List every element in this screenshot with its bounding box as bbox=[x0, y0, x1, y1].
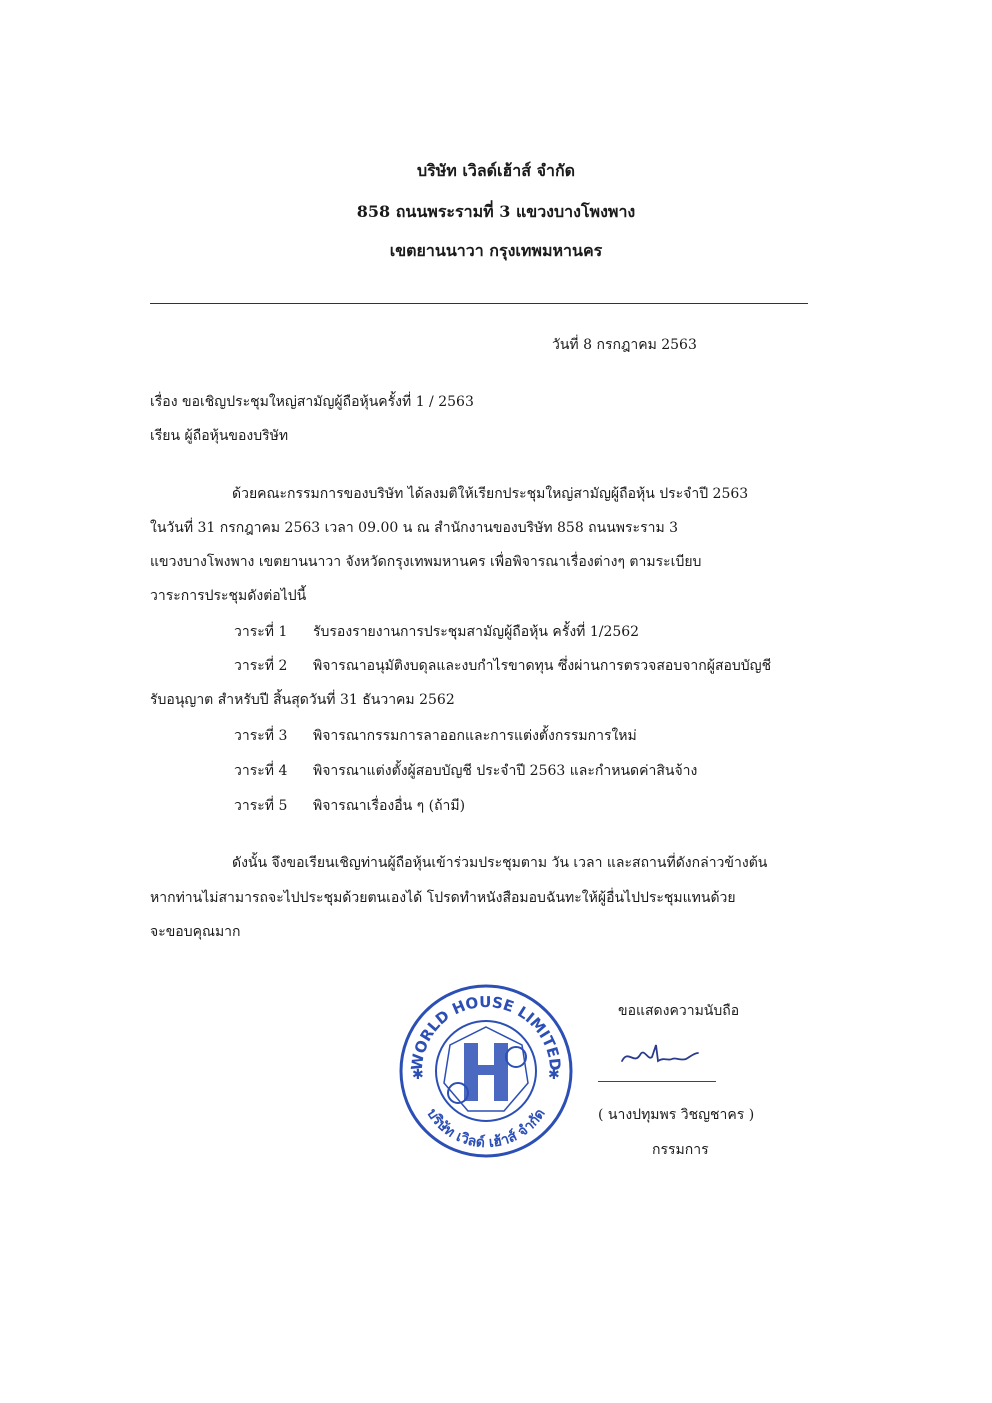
stamp-star-right-icon: ✱ bbox=[548, 1067, 560, 1083]
intro-line-1: ด้วยคณะกรรมการของบริษัท ได้ลงมติให้เรียกประชุมใหญ่สามัญผู้ถือหุ้น ประจำปี 2563 bbox=[232, 486, 749, 502]
closing-line-3: จะขอบคุณมาก bbox=[150, 924, 241, 940]
agenda-4-text: พิจารณาแต่งตั้งผู้สอบบัญชี ประจำปี 2563 และกำหนดค่าสินจ้าง bbox=[313, 763, 698, 779]
signatory-name: ( นางปทุมพร วิชญชาคร ) bbox=[598, 1107, 755, 1123]
agenda-1-text: รับรองรายงานการประชุมสามัญผู้ถือหุ้น ครั้งที่ 1/2562 bbox=[313, 624, 640, 640]
address-line-1: 858 ถนนพระรามที่ 3 แขวงบางโพงพาง bbox=[356, 202, 636, 221]
signature-line bbox=[598, 1081, 716, 1082]
letter-recipient: เรียน ผู้ถือหุ้นของบริษัท bbox=[150, 428, 289, 444]
stamp-logo-bridge bbox=[478, 1065, 494, 1075]
agenda-5-label: วาระที่ 5 bbox=[234, 798, 288, 814]
intro-line-3: แขวงบางโพงพาง เขตยานนาวา จังหวัดกรุงเทพมหานคร เพื่อพิจารณาเรื่องต่างๆ ตามระเบียบ bbox=[150, 554, 702, 570]
company-stamp bbox=[398, 983, 574, 1159]
agenda-2-text: พิจารณาอนุมัติงบดุลและงบกำไรขาดทุน ซึ่งผ่านการตรวจสอบจากผู้สอบบัญชี bbox=[313, 658, 772, 674]
stamp-bottom-text: บริษัท เวิลด์ เฮ้าส์ จำกัด bbox=[423, 1106, 549, 1152]
address-line-2: เขตยานนาวา กรุงเทพมหานคร bbox=[389, 241, 603, 260]
agenda-2-continuation: รับอนุญาต สำหรับปี สิ้นสุดวันที่ 31 ธันวาคม 2562 bbox=[150, 692, 455, 708]
signatory-title: กรรมการ bbox=[652, 1142, 709, 1158]
company-name: บริษัท เวิลด์เฮ้าส์ จำกัด bbox=[416, 161, 576, 180]
agenda-4-label: วาระที่ 4 bbox=[234, 763, 288, 779]
stamp-logo-bar-left bbox=[464, 1043, 478, 1101]
handwritten-signature bbox=[614, 1031, 710, 1075]
regards-text: ขอแสดงความนับถือ bbox=[618, 1003, 740, 1019]
stamp-logo-bar-right bbox=[494, 1043, 508, 1101]
agenda-2-label: วาระที่ 2 bbox=[234, 658, 288, 674]
intro-line-4: วาระการประชุมดังต่อไปนี้ bbox=[150, 588, 307, 604]
stamp-globe-right bbox=[506, 1047, 526, 1067]
agenda-3-text: พิจารณากรรมการลาออกและการแต่งตั้งกรรมการใหม่ bbox=[313, 728, 637, 744]
stamp-star-left-icon: ✱ bbox=[412, 1067, 424, 1083]
header-divider bbox=[150, 303, 808, 304]
stamp-top-text: WORLD HOUSE LIMITED bbox=[407, 992, 565, 1072]
agenda-3-label: วาระที่ 3 bbox=[234, 728, 288, 744]
letter-subject: เรื่อง ขอเชิญประชุมใหญ่สามัญผู้ถือหุ้นครั้งที่ 1 / 2563 bbox=[150, 394, 474, 410]
closing-line-2: หากท่านไม่สามารถจะไปประชุมด้วยตนเองได้ โปรดทำหนังสือมอบฉันทะให้ผู้อื่นไปประชุมแทนด้วย bbox=[150, 890, 736, 906]
agenda-5-text: พิจารณาเรื่องอื่น ๆ (ถ้ามี) bbox=[313, 798, 466, 814]
intro-line-2: ในวันที่ 31 กรกฎาคม 2563 เวลา 09.00 น ณ สำนักงานของบริษัท 858 ถนนพระราม 3 bbox=[150, 520, 679, 536]
letter-date: วันที่ 8 กรกฎาคม 2563 bbox=[552, 337, 697, 353]
closing-line-1: ดังนั้น จึงขอเรียนเชิญท่านผู้ถือหุ้นเข้าร่วมประชุมตาม วัน เวลา และสถานที่ดังกล่าวข้างต้น bbox=[232, 855, 768, 871]
agenda-1-label: วาระที่ 1 bbox=[234, 624, 288, 640]
